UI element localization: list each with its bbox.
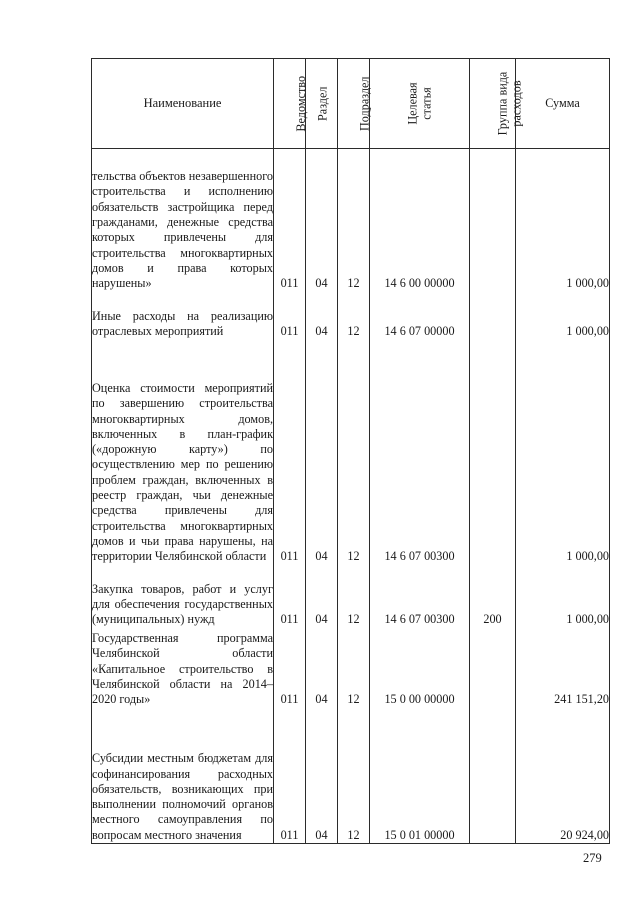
row-target-article: 15 0 00 00000 <box>370 628 470 708</box>
row-name: Государственная программа Челябинской области «Капитальное строительство в Челябинской области на 2014–2020 годы» <box>92 628 274 708</box>
row-department: 011 <box>274 708 306 844</box>
row-section: 04 <box>306 149 338 292</box>
table-row <box>92 149 610 292</box>
row-subsection: 12 <box>338 708 370 844</box>
row-subsection: 12 <box>338 565 370 628</box>
row-expense-group: 200 <box>470 565 516 628</box>
row-name: Закупка товаров, работ и услуг для обеспечения государственных (муниципальных) нужд <box>92 565 274 628</box>
row-sum: 1 000,00 <box>516 149 610 292</box>
row-section: 04 <box>306 292 338 340</box>
page-number: 279 <box>583 851 602 865</box>
row-name: Субсидии местным бюджетам для софинансирования расходных обязательств, возникающих при выполнении полномочий органов местного самоуправления по вопросам местного значения <box>92 708 274 844</box>
row-sum: 1 000,00 <box>516 340 610 565</box>
row-target-article: 14 6 07 00000 <box>370 292 470 340</box>
row-sum: 241 151,20 <box>516 628 610 708</box>
row-sum: 20 924,00 <box>516 708 610 844</box>
row-department: 011 <box>274 565 306 628</box>
row-section: 04 <box>306 340 338 565</box>
table-row <box>92 708 610 844</box>
row-sum: 1 000,00 <box>516 565 610 628</box>
header-expense-group: Группа вида расходов <box>470 59 516 149</box>
header-subsection: Подраздел <box>338 59 370 149</box>
row-section: 04 <box>306 708 338 844</box>
row-department: 011 <box>274 628 306 708</box>
row-department: 011 <box>274 292 306 340</box>
table-row <box>92 565 610 628</box>
row-expense-group <box>470 708 516 844</box>
row-sum: 1 000,00 <box>516 292 610 340</box>
row-target-article: 14 6 07 00300 <box>370 565 470 628</box>
header-sum: Сумма <box>516 59 610 149</box>
row-target-article: 14 6 00 00000 <box>370 149 470 292</box>
row-name: Оценка стоимости мероприятий по завершению строительства многоквартирных домов, включенных в план-график («дорожную карту») по осуществлению мер по решению проблем граждан, включенных в реестр граждан, чьи денежные средства привлечены для строительства многоквартирных домов и чьи права нарушены, на территории Челябинской области <box>92 340 274 565</box>
row-subsection: 12 <box>338 628 370 708</box>
row-section: 04 <box>306 565 338 628</box>
header-section: Раздел <box>306 59 338 149</box>
header-name: Наименование <box>92 59 274 149</box>
row-section: 04 <box>306 628 338 708</box>
budget-table <box>91 58 610 844</box>
header-department: Ведомство <box>274 59 306 149</box>
row-expense-group <box>470 628 516 708</box>
table-row <box>92 292 610 340</box>
table-row <box>92 628 610 708</box>
row-expense-group <box>470 292 516 340</box>
table-header-row <box>92 59 610 149</box>
row-expense-group <box>470 149 516 292</box>
row-name: тельства объектов незавершенного строительства и исполнению обязательств застройщика перед гражданами, денежные средства которых привлечены для строительства многоквартирных домов и права которых нарушены» <box>92 149 274 292</box>
row-department: 011 <box>274 149 306 292</box>
row-department: 011 <box>274 340 306 565</box>
row-target-article: 15 0 01 00000 <box>370 708 470 844</box>
header-target-article: Целевая статья <box>370 59 470 149</box>
table-row <box>92 340 610 565</box>
row-subsection: 12 <box>338 149 370 292</box>
row-name: Иные расходы на реализацию отраслевых мероприятий <box>92 292 274 340</box>
row-subsection: 12 <box>338 292 370 340</box>
row-expense-group <box>470 340 516 565</box>
row-subsection: 12 <box>338 340 370 565</box>
row-target-article: 14 6 07 00300 <box>370 340 470 565</box>
